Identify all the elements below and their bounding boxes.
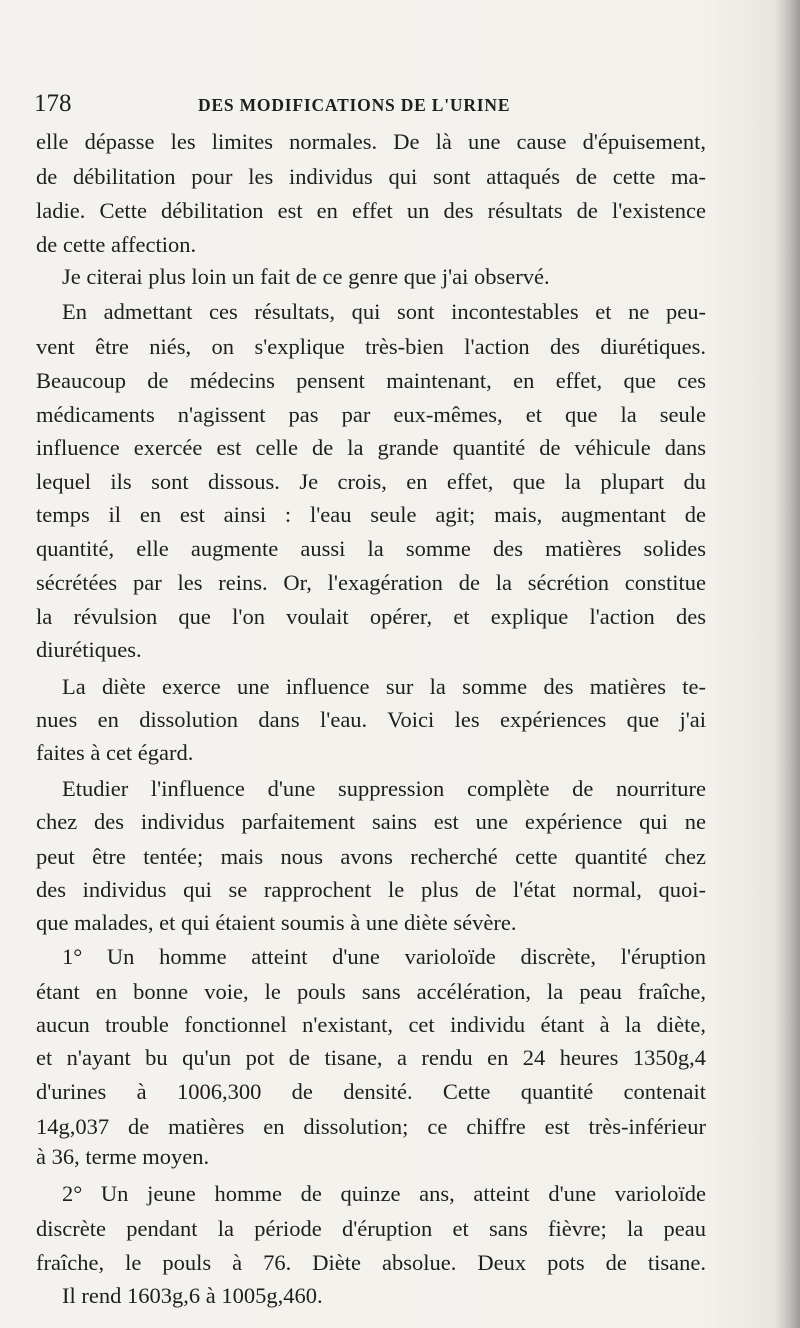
- text-line: que malades, et qui étaient soumis à une diète sévère.: [36, 910, 517, 935]
- text-line: influence exercée est celle de la grande quantité de véhicule dans: [36, 435, 706, 460]
- text-line: aucun trouble fonctionnel n'existant, cet individu étant à la diète,: [36, 1012, 706, 1037]
- text-line: discrète pendant la période d'éruption et sans fièvre; la peau: [36, 1216, 706, 1241]
- text-line: la révulsion que l'on voulait opérer, et explique l'action des: [36, 604, 706, 629]
- text-line: En admettant ces résultats, qui sont incontestables et ne peu-: [62, 299, 706, 324]
- text-line: nues en dissolution dans l'eau. Voici les expériences que j'ai: [36, 707, 706, 732]
- text-line: quantité, elle augmente aussi la somme des matières solides: [36, 536, 706, 561]
- text-line: fraîche, le pouls à 76. Diète absolue. Deux pots de tisane.: [36, 1250, 706, 1275]
- text-line: chez des individus parfaitement sains est une expérience qui ne: [36, 809, 706, 834]
- text-line: 14g,037 de matières en dissolution; ce chiffre est très-inférieur: [36, 1114, 706, 1139]
- text-line: 1° Un homme atteint d'une varioloïde discrète, l'éruption: [62, 944, 706, 969]
- text-line: médicaments n'agissent pas par eux-mêmes, et que la seule: [36, 402, 706, 427]
- text-line: temps il en est ainsi : l'eau seule agit; mais, augmentant de: [36, 502, 706, 527]
- text-line: de débilitation pour les individus qui sont attaqués de cette ma-: [36, 164, 706, 189]
- text-line: sécrétées par les reins. Or, l'exagération de la sécrétion constitue: [36, 570, 706, 595]
- text-line: peut être tentée; mais nous avons recherché cette quantité chez: [36, 844, 706, 869]
- text-line: ladie. Cette débilitation est en effet un des résultats de l'existence: [36, 198, 706, 223]
- text-line: des individus qui se rapprochent le plus de l'état normal, quoi-: [36, 877, 706, 902]
- text-line: diurétiques.: [36, 637, 142, 662]
- text-line: Etudier l'influence d'une suppression complète de nourriture: [62, 776, 706, 801]
- text-line: d'urines à 1006,300 de densité. Cette quantité contenait: [36, 1079, 706, 1104]
- text-line: à 36, terme moyen.: [36, 1144, 210, 1169]
- text-line: Beaucoup de médecins pensent maintenant, en effet, que ces: [36, 368, 706, 393]
- text-line: de cette affection.: [36, 232, 197, 257]
- text-line: et n'ayant bu qu'un pot de tisane, a rendu en 24 heures 1350g,4: [36, 1045, 706, 1070]
- text-line: Je citerai plus loin un fait de ce genre que j'ai observé.: [62, 264, 550, 289]
- text-line: faites à cet égard.: [36, 740, 194, 765]
- running-head: DES MODIFICATIONS DE L'URINE: [198, 95, 511, 115]
- text-line: La diète exerce une influence sur la somme des matières te-: [62, 674, 706, 699]
- text-line: étant en bonne voie, le pouls sans accélération, la peau fraîche,: [36, 979, 706, 1004]
- page-number: 178: [34, 90, 72, 117]
- text-line: elle dépasse les limites normales. De là une cause d'épuisement,: [36, 129, 706, 154]
- text-line: 2° Un jeune homme de quinze ans, atteint d'une varioloïde: [62, 1181, 706, 1206]
- text-line: Il rend 1603g,6 à 1005g,460.: [62, 1283, 323, 1308]
- text-line: vent être niés, on s'explique très-bien l'action des diurétiques.: [36, 334, 706, 359]
- text-line: lequel ils sont dissous. Je crois, en effet, que la plupart du: [36, 469, 706, 494]
